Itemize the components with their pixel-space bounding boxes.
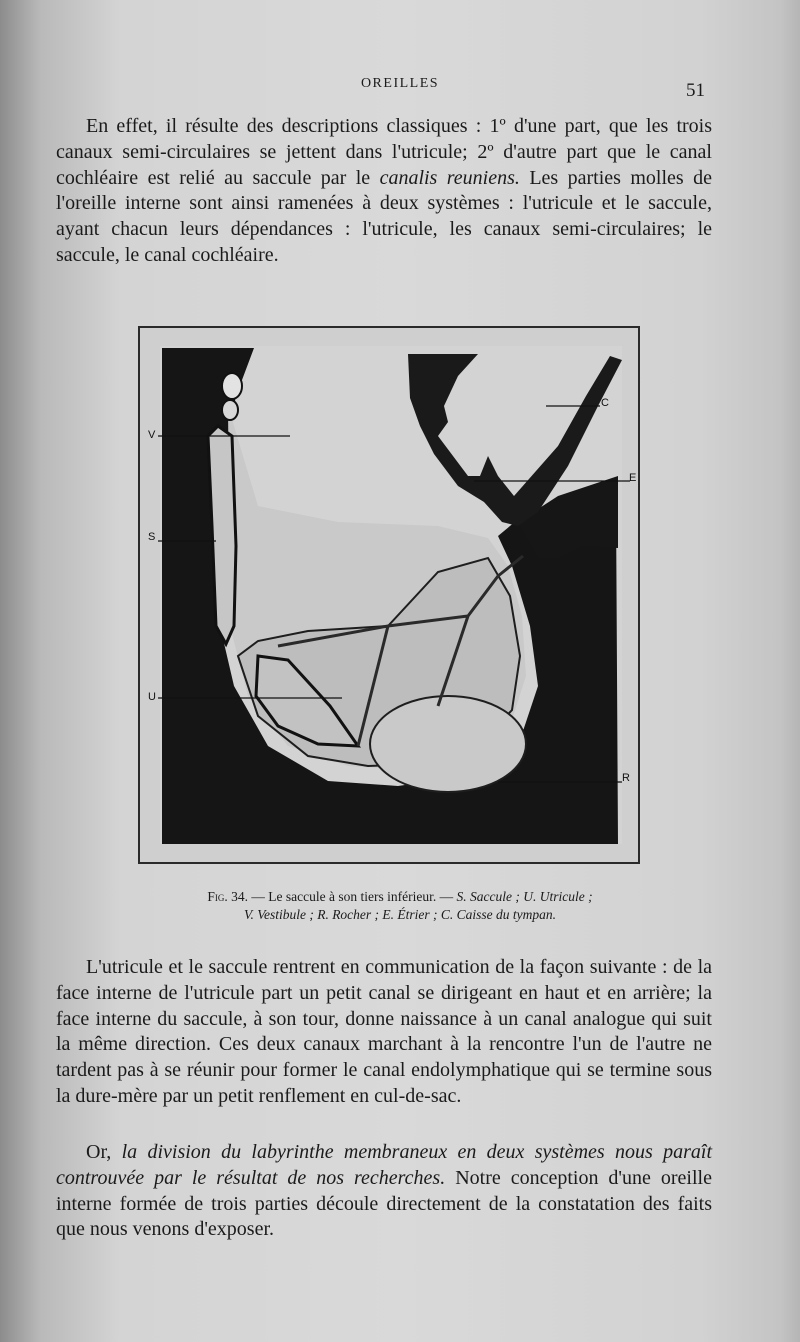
caption-figure-label: Fig. 34.	[207, 889, 249, 904]
caption-line-2	[90, 906, 710, 924]
label-s: S	[148, 531, 156, 543]
paragraph-3-italic: la division du labyrinthe membraneux en deux systèmes nous paraît controuvée par le résultat de nos recherches.	[56, 1141, 712, 1189]
caption-title: — Le saccule à son tiers inférieur. —	[248, 889, 457, 904]
paragraph-1-text-a: En effet, il résulte des descriptions classiques : 1º d'une part, que les trois canaux semi-circulaires se jettent dans l'utricule; 2º d'autre part que le canal cochléaire est relié au saccule par le	[56, 115, 712, 189]
paragraph-2	[56, 955, 712, 1110]
caption-line-1	[90, 888, 710, 906]
canal-section-2	[222, 400, 238, 420]
running-title: OREILLES	[360, 76, 440, 91]
paragraph-3-text-a: Or,	[86, 1141, 122, 1163]
paragraph-3-text-b: Notre conception d'une oreille interne formée de trois parties découle directement de la constatation des faits que nous venons d'exposer.	[56, 1166, 712, 1241]
label-r: R	[622, 772, 630, 784]
caption-legend-line-2: V. Vestibule ; R. Rocher ; E. Étrier ; C. Caisse du tympan.	[243, 907, 557, 922]
saccule-oval	[370, 696, 526, 792]
figure-34-illustration	[138, 326, 640, 864]
caption-legend-line-1: S. Saccule ; U. Utricule ;	[456, 889, 593, 904]
label-c: C	[601, 397, 609, 409]
label-u: U	[148, 691, 156, 703]
label-v: V	[148, 429, 156, 441]
paragraph-1	[56, 114, 712, 269]
anatomical-section-drawing	[138, 326, 640, 864]
canal-section-1	[222, 373, 242, 399]
figure-caption	[90, 888, 710, 924]
paragraph-1-text-b: Les parties molles de l'oreille interne sont ainsi ramenées à deux systèmes : l'utricule et le saccule, ayant chacun leurs dépendances : l'utricule, les canaux semi-circulaires; le saccule, le canal cochléaire.	[56, 166, 712, 266]
paragraph-2-text: L'utricule et le saccule rentrent en communication de la façon suivante : de la face interne de l'utricule part un petit canal se dirigeant en haut et en arrière; la face interne du saccule, à son tour, donne naissance à un canal analogue qui suit la même direction. Ces deux canaux marchant à la rencontre l'un de l'autre ne tardent pas à se réunir pour former le canal endolymphatique qui se termine sous la dure-mère par un petit renflement en cul-de-sac.	[56, 956, 712, 1107]
paragraph-1-italic: canalis reuniens.	[379, 166, 520, 189]
page-number: 51	[686, 80, 705, 101]
label-e: E	[629, 472, 637, 484]
paragraph-3	[56, 1140, 712, 1243]
